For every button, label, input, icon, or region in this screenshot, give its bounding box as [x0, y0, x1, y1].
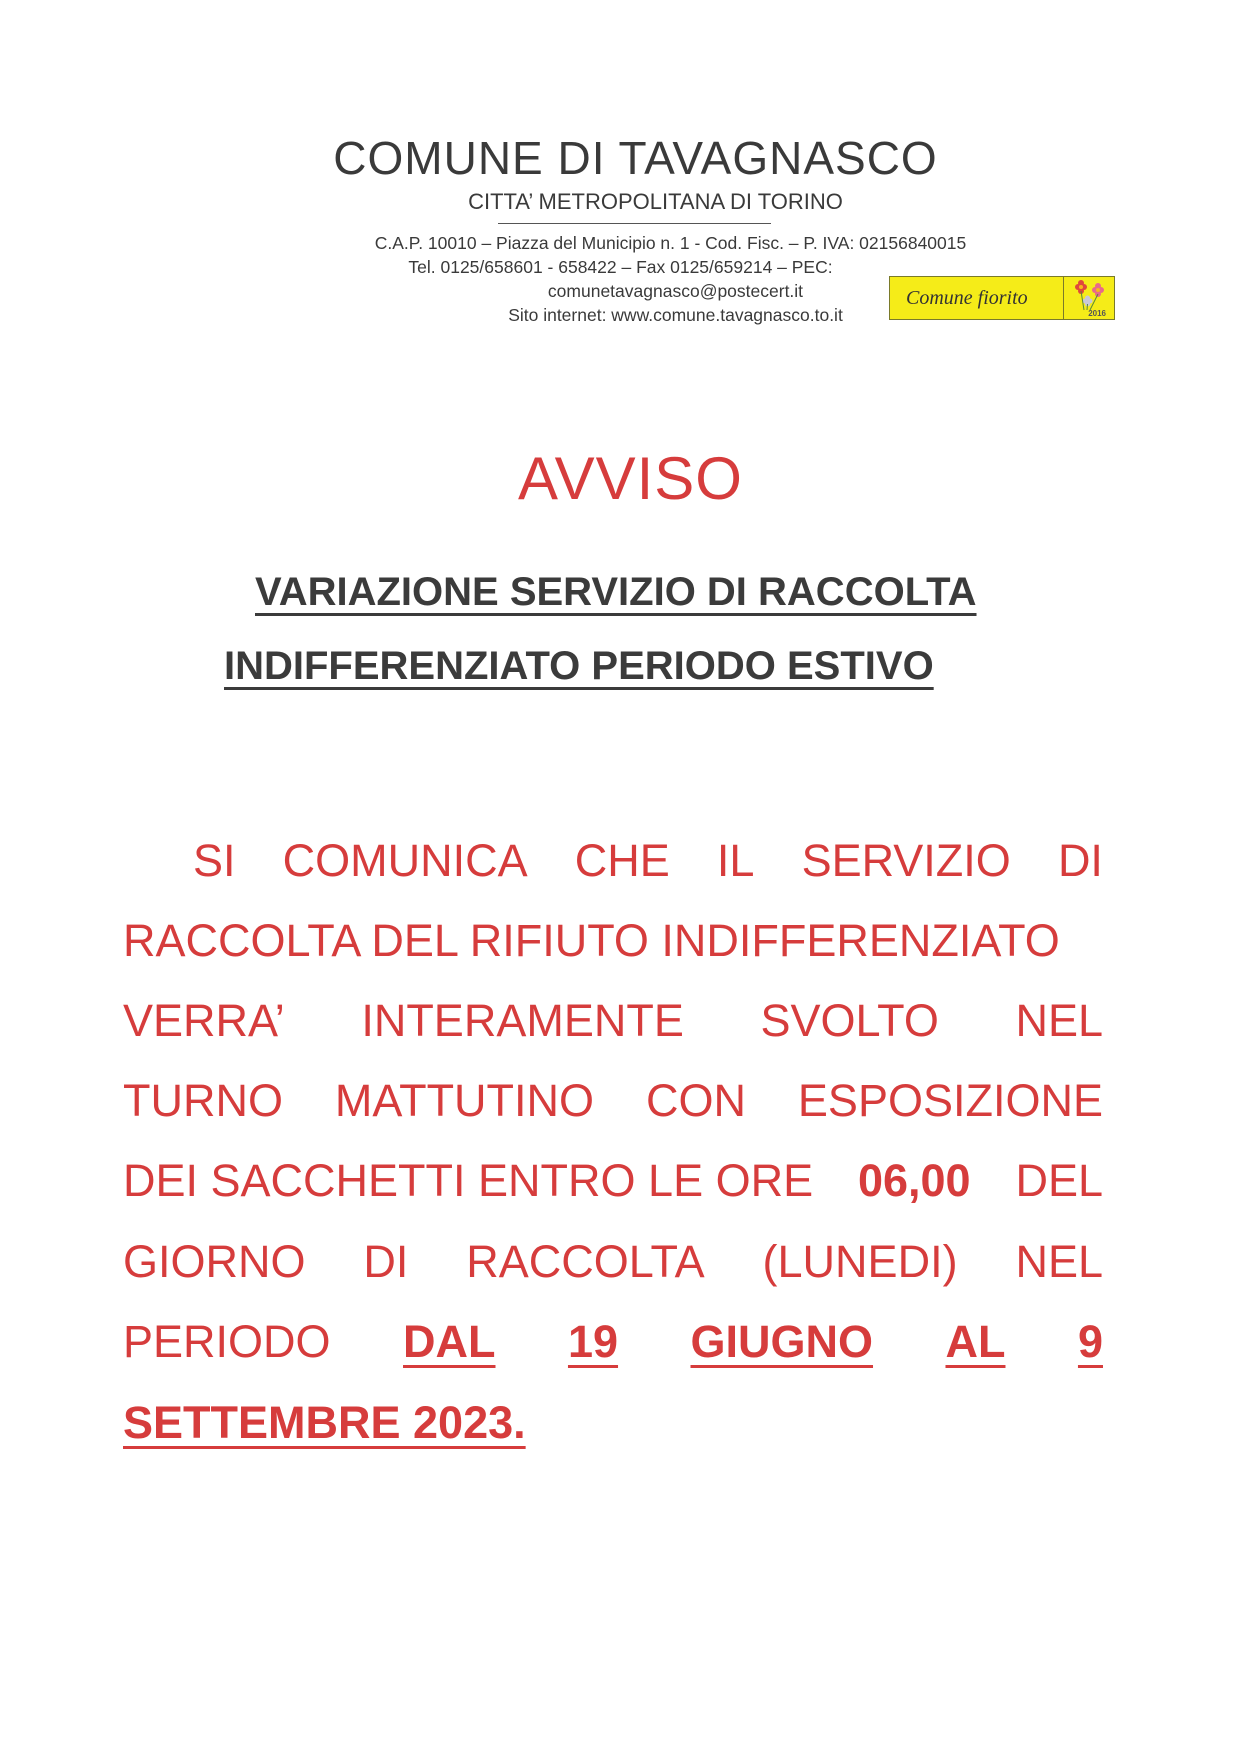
date-word: GIUGNO: [690, 1316, 874, 1367]
subject-line-2: INDIFFERENZIATO PERIODO ESTIVO: [224, 644, 934, 688]
body-word: CON: [645, 1075, 746, 1126]
subject-line-1: VARIAZIONE SERVIZIO DI RACCOLTA: [255, 570, 977, 614]
collection-time: 06,00: [857, 1155, 971, 1206]
body-line-6: [123, 1236, 1103, 1288]
body-word: MATTUTINO: [334, 1075, 595, 1126]
body-line-5: [123, 1155, 1103, 1207]
date-word: 19: [567, 1316, 619, 1367]
body-word: DI: [1057, 835, 1103, 886]
badge-text: Comune fiorito: [906, 286, 1028, 309]
body-word: IL: [716, 835, 755, 886]
body-word: SERVIZIO: [801, 835, 1011, 886]
body-word: DI: [363, 1236, 409, 1287]
body-line-7: [123, 1316, 1103, 1368]
date-word: AL: [945, 1316, 1006, 1367]
body-word: ESPOSIZIONE: [797, 1075, 1103, 1126]
comune-fiorito-badge: [889, 276, 1115, 320]
body-word: INTERAMENTE: [361, 995, 684, 1046]
body-word: PERIODO: [123, 1316, 331, 1367]
end-date: SETTEMBRE 2023.: [123, 1397, 526, 1448]
body-line-3: [123, 995, 1103, 1047]
date-word: 9: [1077, 1316, 1103, 1367]
contact-phone: Tel. 0125/658601 - 658422 – Fax 0125/659214 – PEC:: [408, 257, 833, 277]
body-word: SI: [193, 835, 236, 886]
date-word: DAL: [403, 1316, 496, 1367]
body-text: DEI SACCHETTI ENTRO LE ORE: [123, 1155, 814, 1206]
flower-icon: [1063, 277, 1114, 319]
body-line-4: [123, 1075, 1103, 1127]
body-word: RACCOLTA: [466, 1236, 705, 1287]
header-divider: [498, 223, 771, 224]
body-line-1: [123, 835, 1103, 887]
municipality-title: COMUNE DI TAVAGNASCO: [333, 132, 938, 184]
body-word: SVOLTO: [760, 995, 939, 1046]
body-word: NEL: [1015, 1236, 1103, 1287]
body-text: DEL: [1015, 1155, 1103, 1206]
contact-website: Sito internet: www.comune.tavagnasco.to.it: [508, 305, 843, 325]
body-line-8: [123, 1397, 1103, 1449]
body-word: COMUNICA: [282, 835, 528, 886]
body-word: VERRA’: [123, 995, 285, 1046]
body-word: GIORNO: [123, 1236, 306, 1287]
body-word: NEL: [1015, 995, 1103, 1046]
municipality-subtitle: CITTA’ METROPOLITANA DI TORINO: [468, 189, 843, 214]
contact-address: C.A.P. 10010 – Piazza del Municipio n. 1 - Cod. Fisc. – P. IVA: 02156840015: [374, 233, 967, 253]
contact-pec: comunetavagnasco@postecert.it: [547, 281, 804, 301]
badge-year: 2016: [1088, 309, 1106, 318]
body-line-2: [123, 915, 1103, 967]
body-word: TURNO: [123, 1075, 283, 1126]
notice-heading: AVVISO: [518, 445, 743, 512]
body-word: CHE: [574, 835, 670, 886]
body-text: RACCOLTA DEL RIFIUTO INDIFFERENZIATO: [123, 915, 1060, 966]
body-word: (LUNEDI): [762, 1236, 958, 1287]
